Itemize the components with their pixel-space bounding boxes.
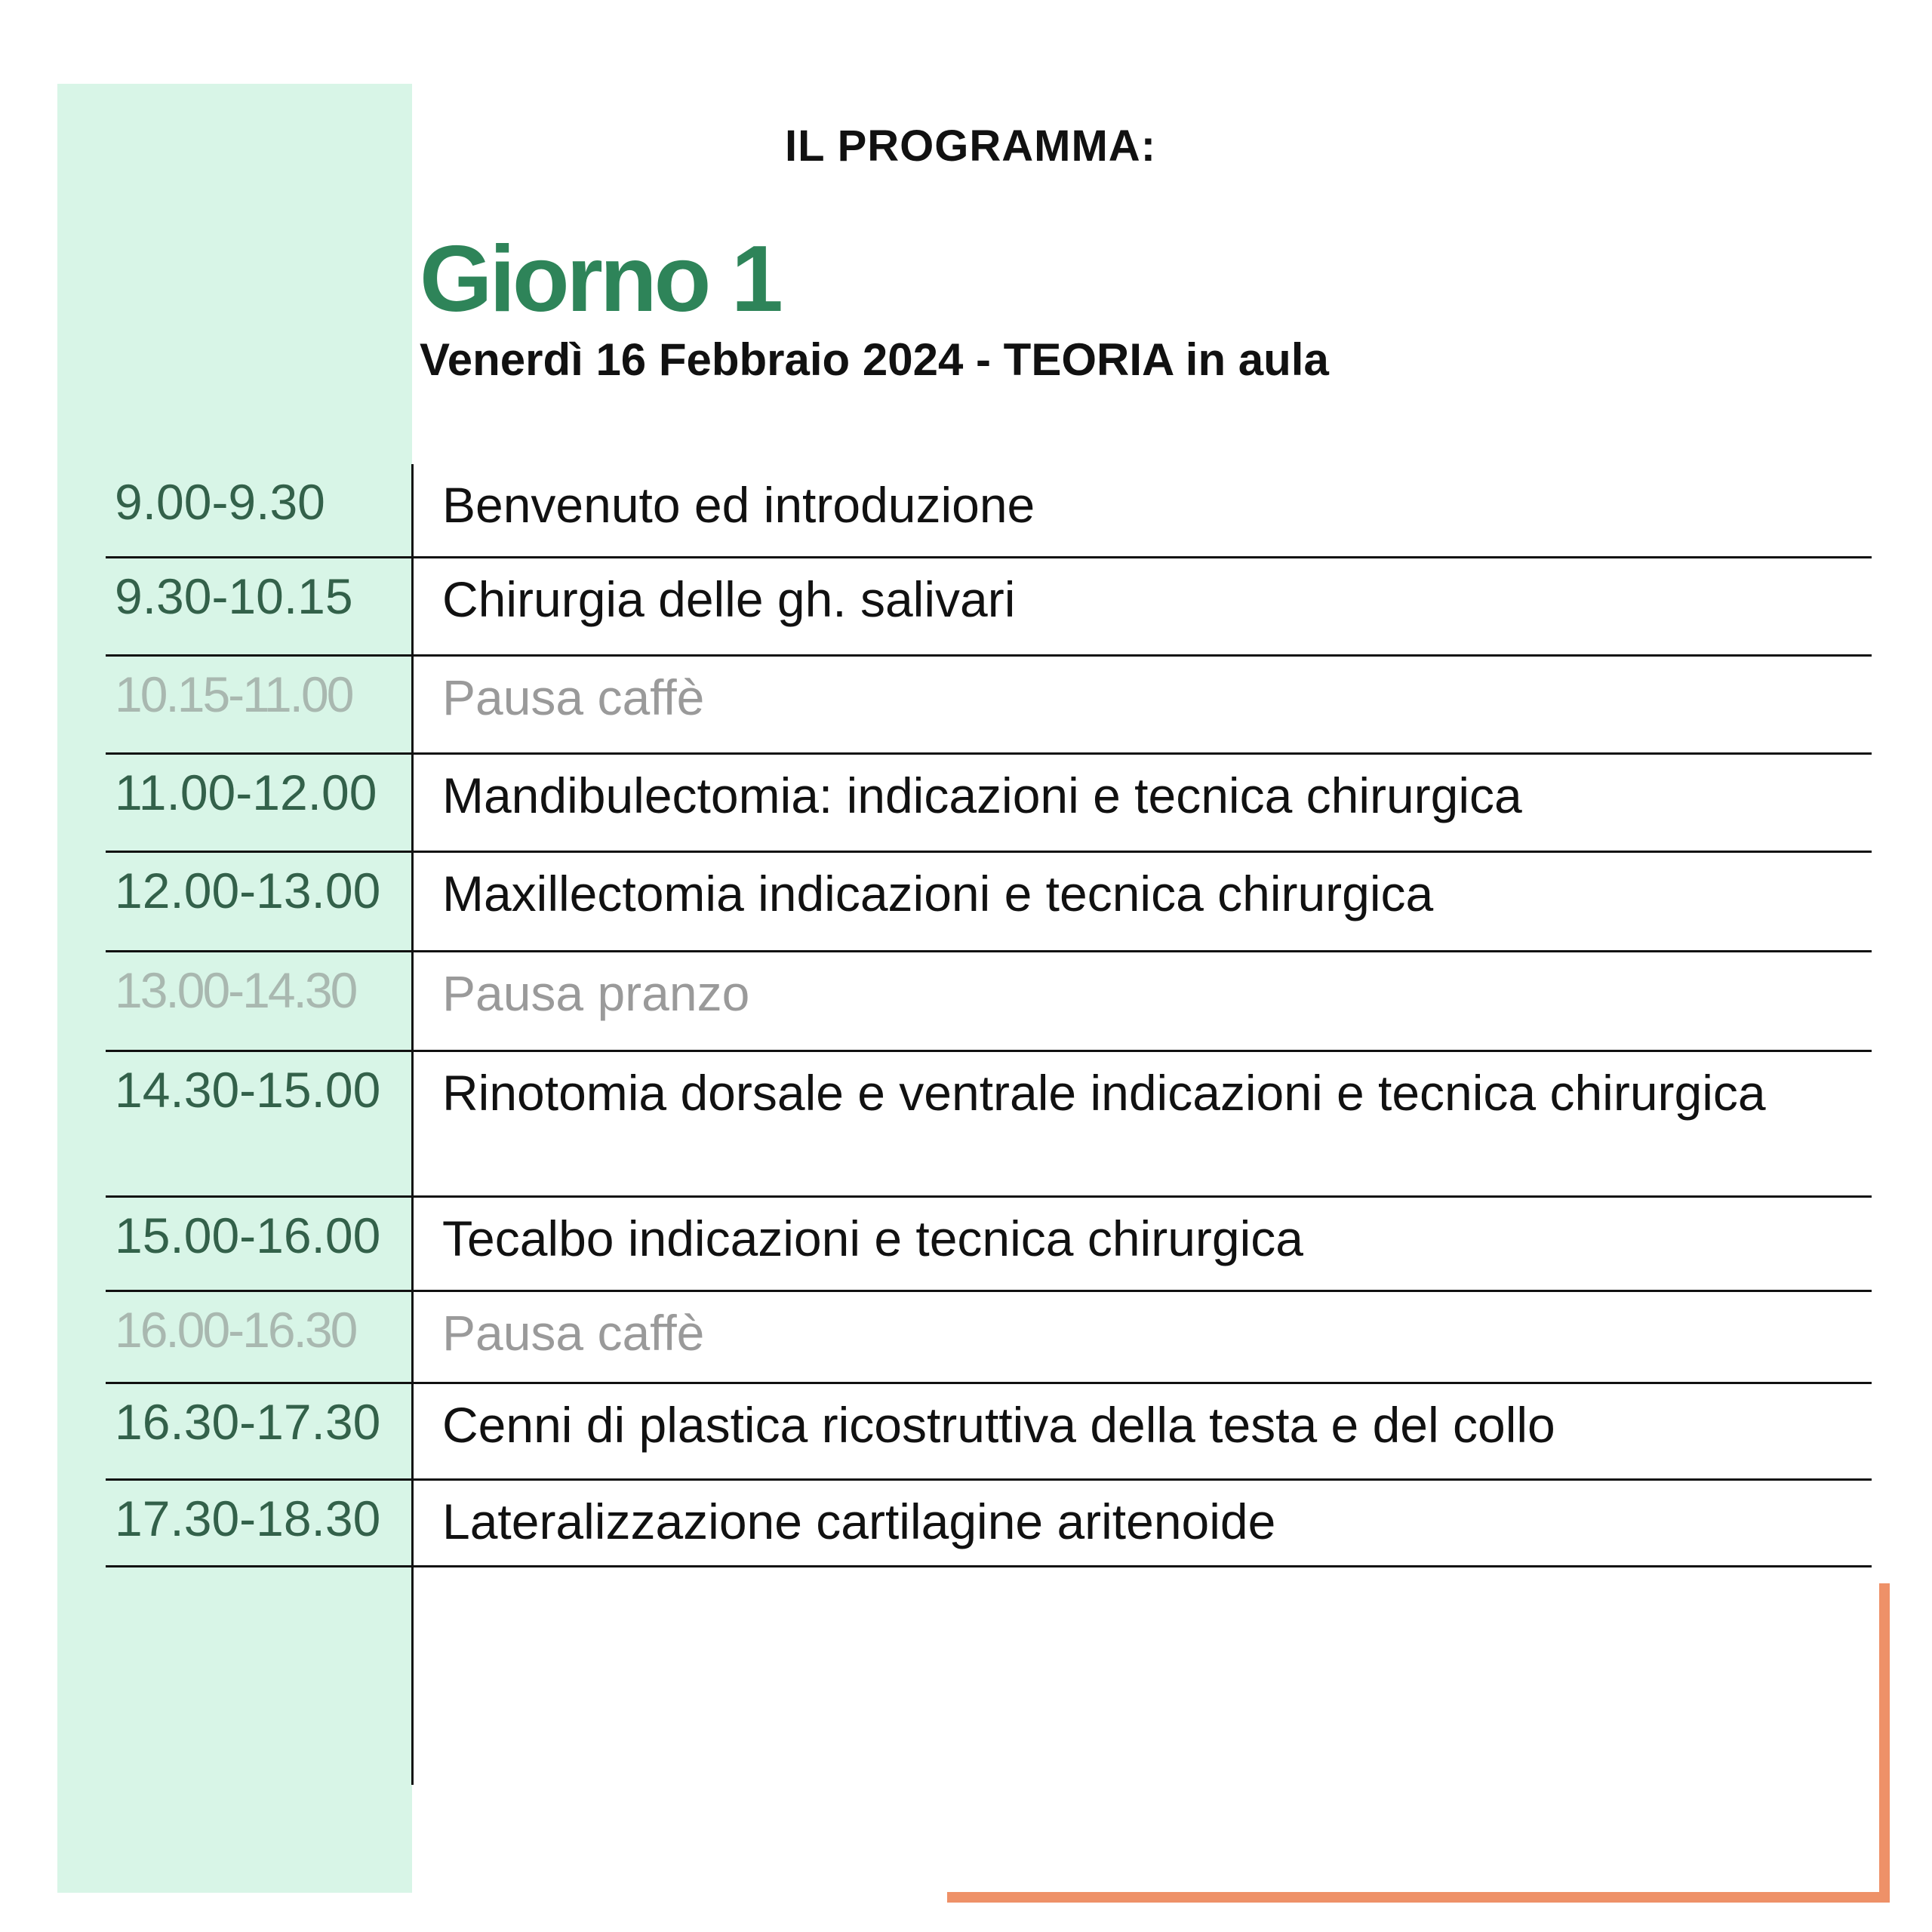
schedule-time: 14.30-15.00 bbox=[115, 1062, 381, 1118]
schedule-topic: Pausa caffè bbox=[442, 669, 705, 725]
schedule-topic: Lateralizzazione cartilagine aritenoide bbox=[442, 1494, 1276, 1549]
schedule-row bbox=[106, 853, 1872, 952]
schedule-row bbox=[106, 1198, 1872, 1292]
schedule-topic: Tecalbo indicazioni e tecnica chirurgica bbox=[442, 1211, 1303, 1266]
schedule-row-break bbox=[106, 952, 1872, 1052]
schedule-topic: Pausa pranzo bbox=[442, 965, 750, 1021]
schedule-topic: Pausa caffè bbox=[442, 1305, 705, 1361]
orange-frame-horizontal bbox=[947, 1892, 1890, 1903]
orange-frame-vertical bbox=[1879, 1583, 1890, 1902]
schedule-time: 13.00-14.30 bbox=[115, 962, 356, 1018]
schedule-topic: Cenni di plastica ricostruttiva della testa e del collo bbox=[442, 1397, 1555, 1453]
day-subtitle: Venerdì 16 Febbraio 2024 - TEORIA in aula bbox=[420, 334, 1329, 385]
schedule-row bbox=[106, 1384, 1872, 1481]
schedule-time: 16.00-16.30 bbox=[115, 1302, 356, 1358]
day-title: Giorno 1 bbox=[420, 227, 780, 331]
schedule-topic: Chirurgia delle gh. salivari bbox=[442, 571, 1016, 627]
schedule-time: 9.00-9.30 bbox=[115, 474, 325, 530]
schedule-time: 10.15-11.00 bbox=[115, 666, 352, 722]
schedule-topic: Mandibulectomia: indicazioni e tecnica chirurgica bbox=[442, 768, 1522, 823]
schedule-row bbox=[106, 1481, 1872, 1567]
schedule-topic: Rinotomia dorsale e ventrale indicazioni e tecnica chirurgica bbox=[442, 1065, 1766, 1121]
schedule-time: 17.30-18.30 bbox=[115, 1491, 381, 1546]
schedule-time: 12.00-13.00 bbox=[115, 863, 381, 918]
schedule-row bbox=[106, 464, 1872, 558]
schedule-row bbox=[106, 1052, 1872, 1198]
schedule-row bbox=[106, 558, 1872, 657]
schedule-row-break bbox=[106, 1292, 1872, 1384]
schedule-topic: Maxillectomia indicazioni e tecnica chirurgica bbox=[442, 866, 1434, 921]
program-heading: IL PROGRAMMA: bbox=[785, 122, 1157, 171]
schedule-time: 16.30-17.30 bbox=[115, 1394, 381, 1450]
schedule-row-break bbox=[106, 657, 1872, 755]
schedule-row bbox=[106, 755, 1872, 853]
schedule-time: 15.00-16.00 bbox=[115, 1208, 381, 1263]
schedule-time: 9.30-10.15 bbox=[115, 568, 353, 624]
schedule-time: 11.00-12.00 bbox=[115, 764, 377, 820]
schedule-topic: Benvenuto ed introduzione bbox=[442, 477, 1035, 533]
schedule-table bbox=[106, 464, 1872, 1567]
